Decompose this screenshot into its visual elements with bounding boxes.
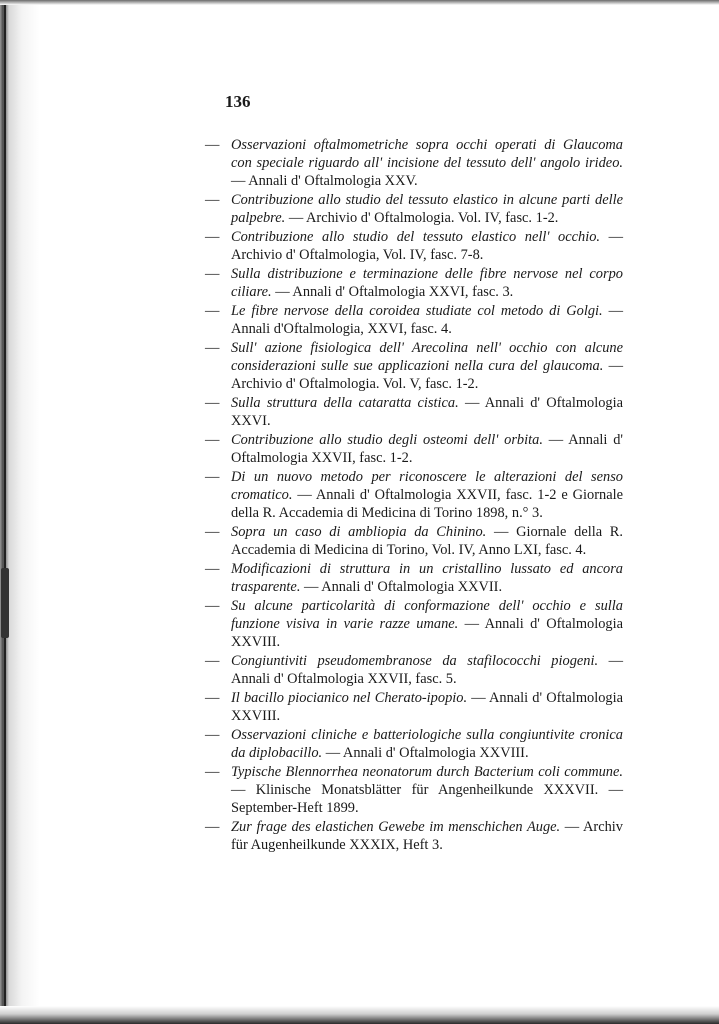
- bibliography-entry: [205, 726, 623, 762]
- entry-title: Contribuzione allo studio del tessuto elastico in alcune parti delle palpebre.: [231, 192, 623, 226]
- bibliography-entry: [205, 468, 623, 522]
- entry-source: — Annali d' Oftalmologia XXVI.: [231, 395, 623, 429]
- entry-source: — Annali d' Oftalmologia XXVIII.: [322, 745, 529, 761]
- entry-dash: —: [205, 598, 220, 614]
- binding-edge-line: [4, 0, 6, 1024]
- page-bottom-edge: [0, 1006, 719, 1024]
- bibliography-entry: [205, 597, 623, 651]
- entry-dash: —: [205, 524, 220, 540]
- entry-source: — Annali d' Oftalmologia XXV.: [231, 173, 418, 189]
- page-number: 136: [225, 92, 251, 111]
- entry-source: — Annali d' Oftalmologia XXVII.: [300, 579, 503, 595]
- entry-source: — Annali d' Oftalmologia XXVI, fasc. 3.: [271, 284, 514, 300]
- entry-source: — Annali d' Oftalmologia XXVII, fasc. 5.: [231, 653, 623, 687]
- entry-source: — Annali d' Oftalmologia XXVII, fasc. 1-2.: [231, 432, 623, 466]
- entry-dash: —: [205, 653, 220, 669]
- bibliography-entry: [205, 302, 623, 338]
- entry-dash: —: [205, 340, 220, 356]
- entry-title: Modificazioni di struttura in un cristallino lussato ed ancora trasparente.: [231, 561, 623, 595]
- entry-dash: —: [205, 137, 220, 153]
- bibliography-entry: [205, 191, 623, 227]
- entry-source: — Annali d' Oftalmologia XXVII, fasc. 1-2 e Giornale della R. Accademia di Medicina di Torino 1898, n.° 3.: [231, 487, 623, 521]
- bibliography-entry: [205, 339, 623, 393]
- entry-dash: —: [205, 561, 220, 577]
- bibliography-entry: [205, 763, 623, 817]
- entry-title: Congiuntiviti pseudomembranose da stafilococchi piogeni.: [231, 653, 599, 669]
- entry-source: — Klinische Monatsblätter für Angenheilkunde XXXVII. — September-Heft 1899.: [231, 782, 623, 816]
- entry-dash: —: [205, 764, 220, 780]
- entry-dash: —: [205, 266, 220, 282]
- page-top-edge: [0, 0, 719, 5]
- binding-mark: [1, 568, 9, 638]
- entry-dash: —: [205, 469, 220, 485]
- entry-source: — Giornale della R. Accademia di Medicina di Torino, Vol. IV, Anno LXI, fasc. 4.: [231, 524, 623, 558]
- bibliography-entry: [205, 136, 623, 190]
- bibliography-entry: [205, 689, 623, 725]
- entry-title: Osservazioni cliniche e batteriologiche sulla congiuntivite cronica da diplobacillo.: [231, 727, 623, 761]
- entry-title: Osservazioni oftalmometriche sopra occhi operati di Glaucoma con speciale riguardo all' incisione del tessuto dell' angolo irideo.: [231, 137, 623, 171]
- entry-title: Il bacillo piocianico nel Cherato-ipopio.: [231, 690, 468, 706]
- entry-source: — Archivio d' Oftalmologia. Vol. IV, fasc. 1-2.: [285, 210, 559, 226]
- entry-dash: —: [205, 229, 220, 245]
- entry-dash: —: [205, 690, 220, 706]
- bibliography-entry: [205, 652, 623, 688]
- bibliography-entry: [205, 560, 623, 596]
- entry-title: Di un nuovo metodo per riconoscere le alterazioni del senso cromatico.: [231, 469, 623, 503]
- entry-title: Contribuzione allo studio del tessuto elastico nell' occhio.: [231, 229, 600, 245]
- entry-dash: —: [205, 819, 220, 835]
- entry-source: — Annali d' Oftalmologia XXVIII.: [231, 616, 623, 650]
- entry-source: — Archivio d' Oftalmologia. Vol. V, fasc. 1-2.: [231, 358, 623, 392]
- entry-source: — Annali d' Oftalmologia XXVIII.: [231, 690, 623, 724]
- entry-title: Sulla struttura della cataratta cistica.: [231, 395, 459, 411]
- bibliography-entry: [205, 431, 623, 467]
- entry-dash: —: [205, 192, 220, 208]
- entry-source: — Annali d'Oftalmologia, XXVI, fasc. 4.: [231, 303, 623, 337]
- bibliography-entry: [205, 265, 623, 301]
- entry-title: Zur frage des elastichen Gewebe im menschichen Auge.: [231, 819, 561, 835]
- bibliography-entry: [205, 818, 623, 854]
- bibliography-entry: [205, 394, 623, 430]
- bibliography-list: [205, 136, 623, 855]
- entry-title: Sulla distribuzione e terminazione delle fibre nervose nel corpo ciliare.: [231, 266, 623, 300]
- bibliography-entry: [205, 228, 623, 264]
- entry-dash: —: [205, 727, 220, 743]
- entry-source: — Archivio d' Oftalmologia, Vol. IV, fasc. 7-8.: [231, 229, 623, 263]
- entry-title: Sull' azione fisiologica dell' Arecolina nell' occhio con alcune considerazioni sulle sue applicazioni nella cura del glaucoma.: [231, 340, 623, 374]
- entry-title: Le fibre nervose della coroidea studiate col metodo di Golgi.: [231, 303, 603, 319]
- bibliography-entry: [205, 523, 623, 559]
- entry-title: Typische Blennorrhea neonatorum durch Bacterium coli commune.: [231, 764, 623, 780]
- entry-title: Su alcune particolarità di conformazione dell' occhio e sulla funzione visiva in varie razze umane.: [231, 598, 623, 632]
- entry-dash: —: [205, 395, 220, 411]
- entry-title: Sopra un caso di ambliopia da Chinino.: [231, 524, 487, 540]
- entry-source: — Archiv für Augenheilkunde XXXIX, Heft 3.: [231, 819, 623, 853]
- entry-dash: —: [205, 432, 220, 448]
- entry-dash: —: [205, 303, 220, 319]
- entry-title: Contribuzione allo studio degli osteomi dell' orbita.: [231, 432, 543, 448]
- book-spine-shadow: [0, 0, 40, 1024]
